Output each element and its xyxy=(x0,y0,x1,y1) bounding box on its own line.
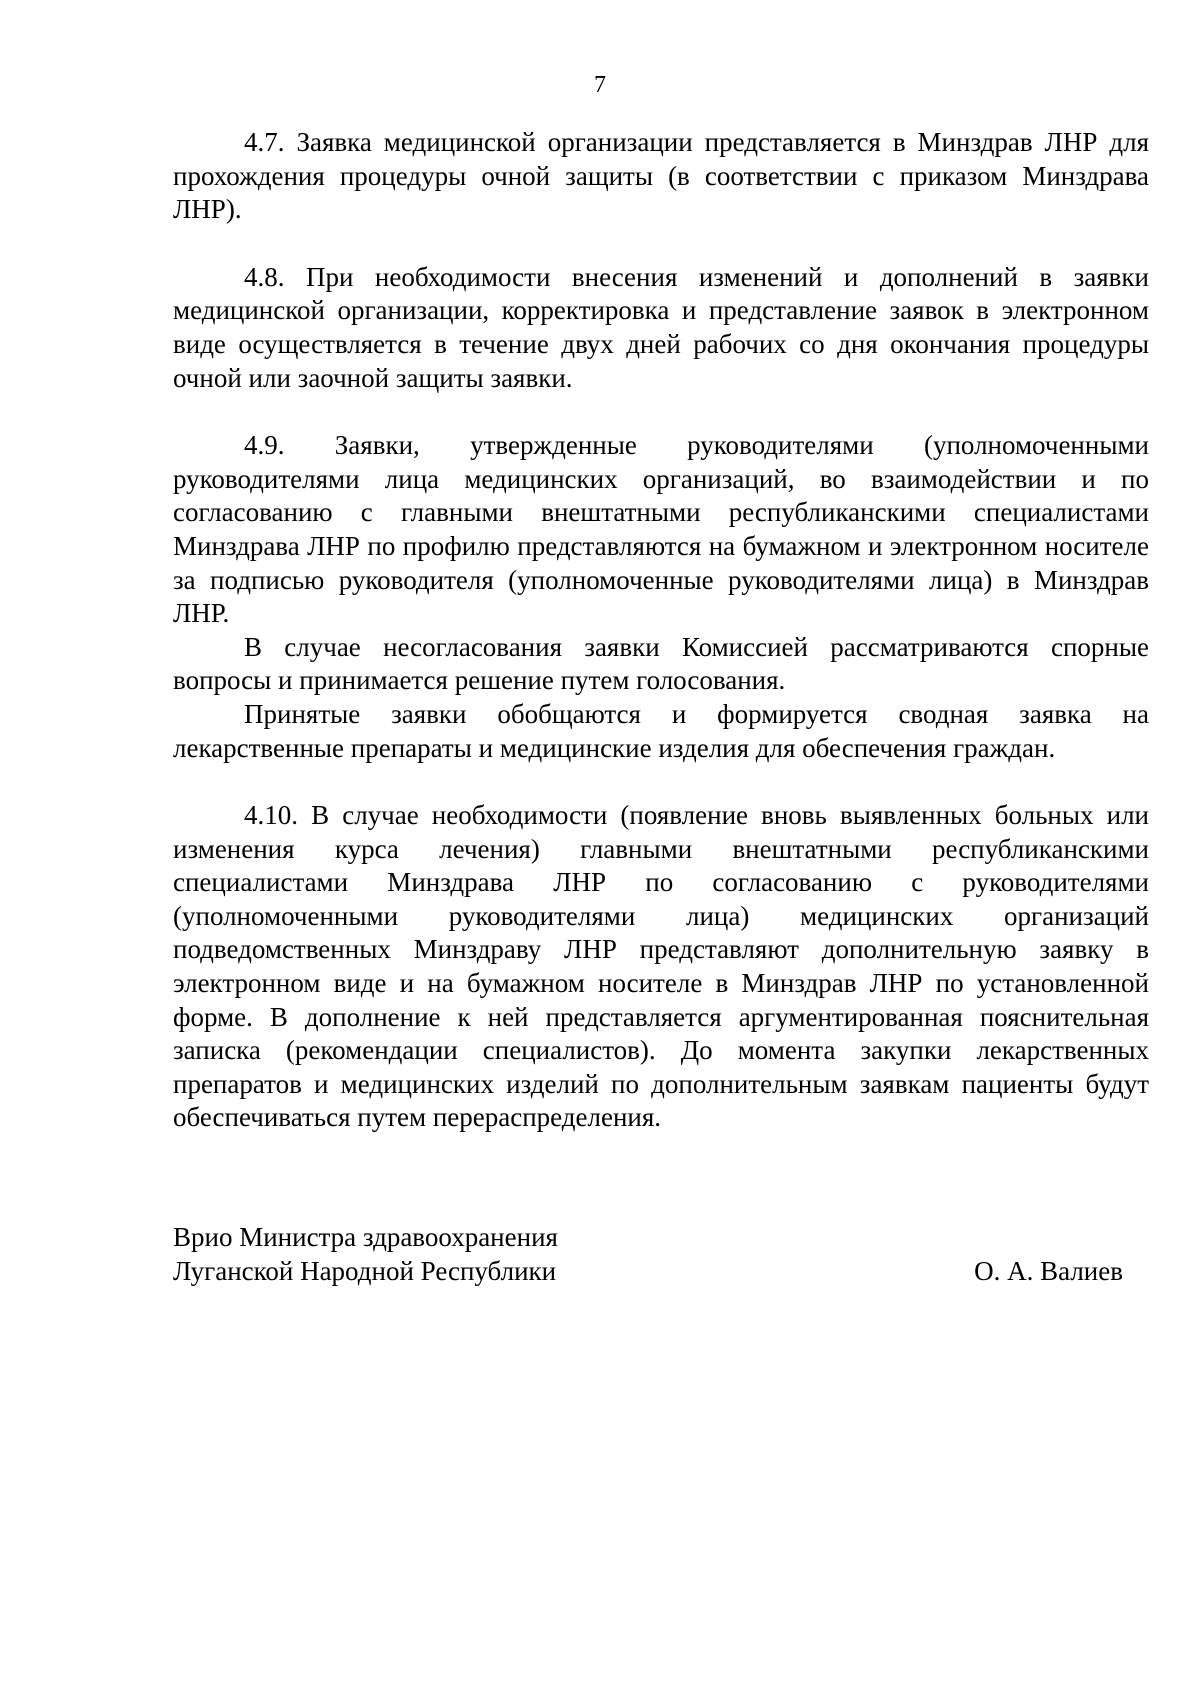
document-body xyxy=(173,126,1149,1135)
signatory-name: О. А. Валиев xyxy=(974,1255,1123,1286)
paragraph-4-8: 4.8. При необходимости внесения изменений и дополнений в заявки медицинской организации, корректировка и представление заявок в электронном виде осуществляется в течение двух дней рабочих со дня окончания процедуры очной или заочной защиты заявки. xyxy=(173,261,1149,393)
signature-block xyxy=(173,1221,1123,1288)
paragraph-4-9-summary: Принятые заявки обобщаются и формируется сводная заявка на лекарственные препараты и медицинские изделия для обеспечения граждан. xyxy=(173,698,1149,763)
paragraph-4-9: 4.9. Заявки, утвержденные руководителями (уполномоченными руководителями лица медицинских организаций, во взаимодействии и по согласованию с главными внештатными республиканскими специалистами Минздрава ЛНР по профилю представляются на бумажном и электронном носителе за подписью руководителя (уполномоченные руководителями лица) в Минздрав ЛНР. xyxy=(173,430,1149,629)
signatory-position-line-2: Луганской Народной Республики xyxy=(173,1255,557,1286)
paragraph-4-7: 4.7. Заявка медицинской организации представляется в Минздрав ЛНР для прохождения процедуры очной защиты (в соответствии с приказом Минздрава ЛНР). xyxy=(173,127,1149,225)
page-number: 7 xyxy=(594,72,606,98)
paragraph-4-9-disagreement: В случае несогласования заявки Комиссией рассматриваются спорные вопросы и принимается решение путем голосования. xyxy=(173,631,1149,696)
paragraph-4-10: 4.10. В случае необходимости (появление вновь выявленных больных или изменения курса лечения) главными внештатными республиканскими специалистами Минздрава ЛНР по согласованию с руководителями (уполномоченными руководителями лица) медицинских организаций подведомственных Минздраву ЛНР представляют дополнительную заявку в электронном виде и на бумажном носителе в Минздрав ЛНР по установленной форме. В дополнение к ней представляется аргументированная пояснительная записка (рекомендации специалистов). До момента закупки лекарственных препаратов и медицинских изделий по дополнительным заявкам пациенты будут обеспечиваться путем перераспределения. xyxy=(173,800,1149,1133)
signatory-position-line-1: Врио Министра здравоохранения xyxy=(173,1222,558,1252)
